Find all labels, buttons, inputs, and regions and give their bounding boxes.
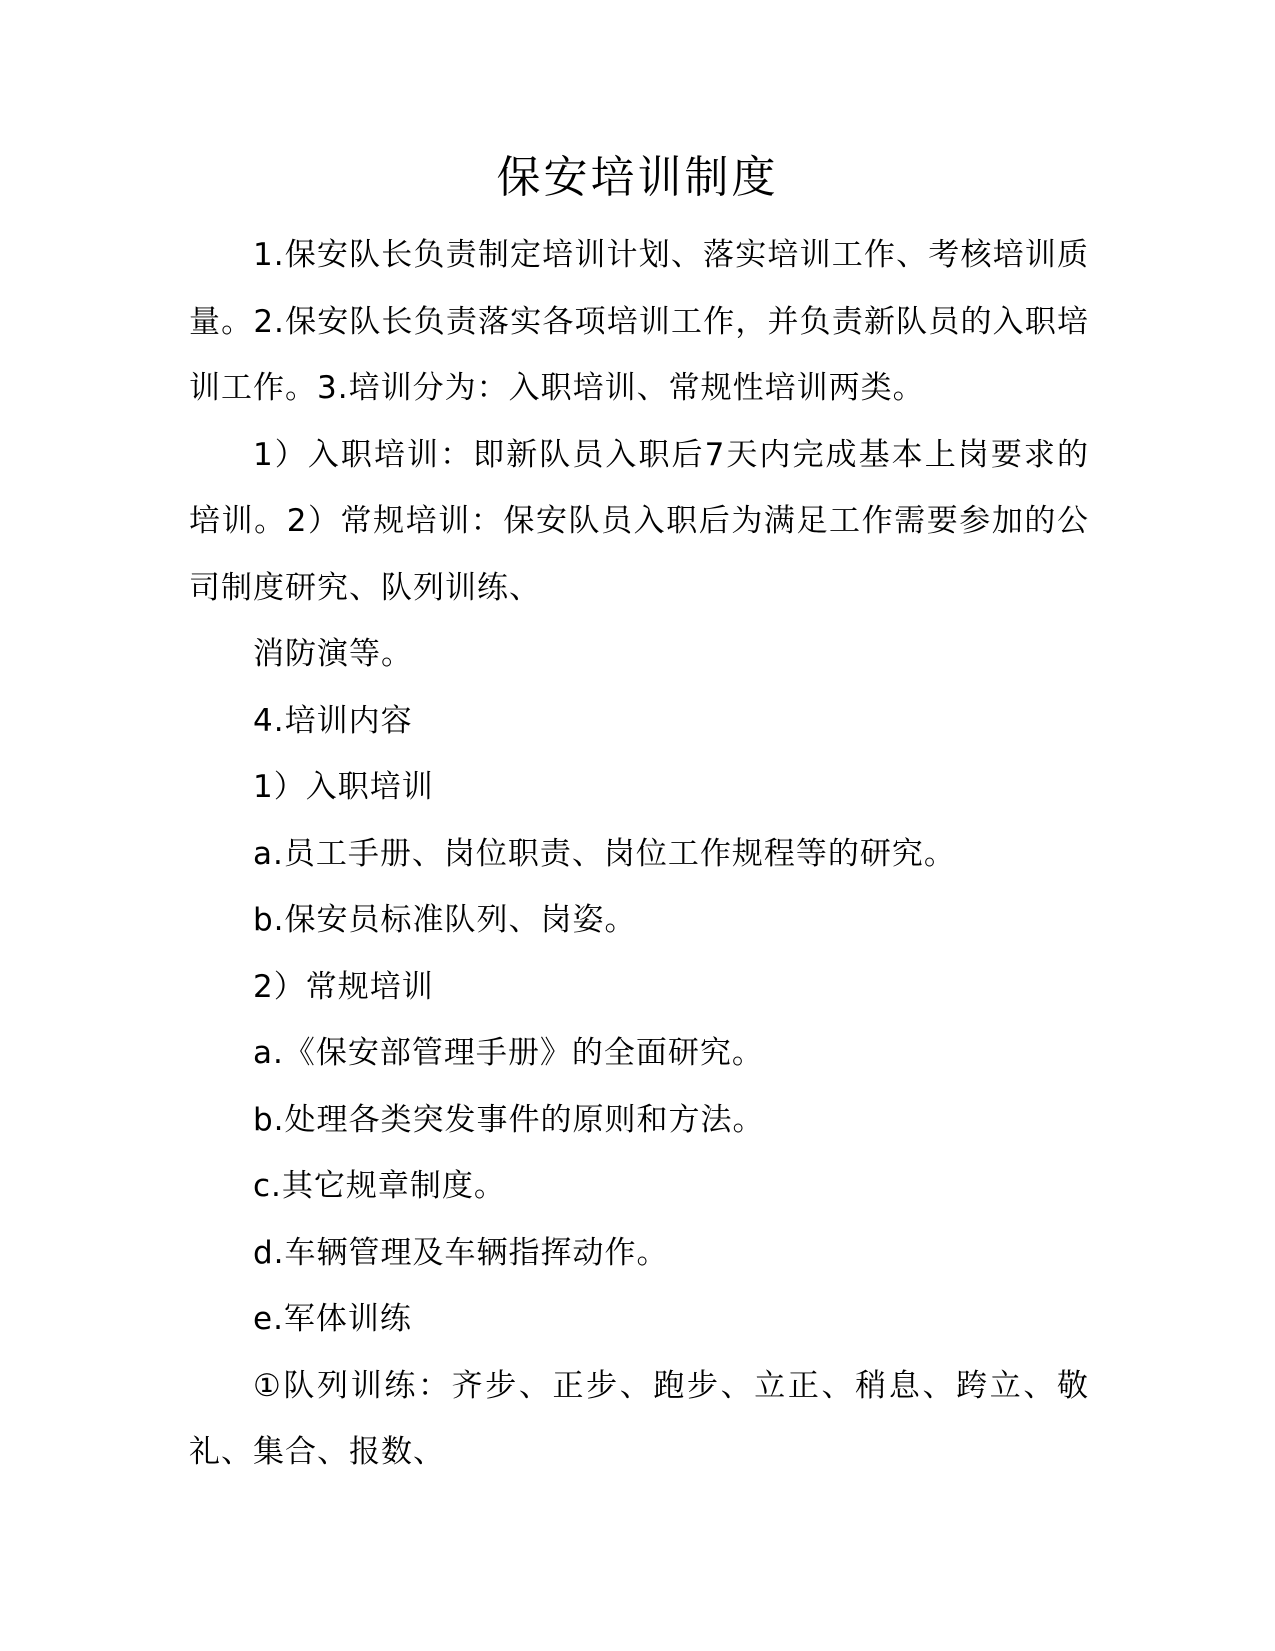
list-item-regular-d: d.车辆管理及车辆指挥动作。 [253, 1234, 669, 1271]
paragraph-fire-drill: 消防演等。 [253, 636, 413, 672]
paragraph-responsibilities: 1.保安队长负责制定培训计划、落实培训工作、考核培训质量。2.保安队长负责落实各项培训工作，并负责新队员的入职培训工作。3.培训分为：入职培训、常规性培训两类。 [189, 237, 1089, 406]
list-item-onboarding-a: a.员工手册、岗位职责、岗位工作规程等的研究。 [253, 835, 956, 872]
document-body [189, 222, 1089, 1486]
document-title: 保安培训制度 [496, 152, 779, 203]
paragraph-training-types: 1）入职培训：即新队员入职后7天内完成基本上岗要求的培训。2）常规培训：保安队员入职后为满足工作需要参加的公司制度研究、队列训练、 [189, 436, 1089, 606]
subheading-onboarding: 1）入职培训 [253, 769, 434, 805]
list-item-onboarding-b: b.保安员标准队列、岗姿。 [253, 902, 637, 938]
list-item-regular-b: b.处理各类突发事件的原则和方法。 [253, 1101, 765, 1138]
subheading-regular: 2）常规培训 [253, 968, 434, 1005]
list-item-regular-e: e.军体训练 [253, 1301, 412, 1337]
list-item-regular-a: a.《保安部管理手册》的全面研究。 [253, 1035, 764, 1071]
paragraph-drill-training: ①队列训练：齐步、正步、跑步、立正、稍息、跨立、敬礼、集合、报数、 [189, 1367, 1089, 1470]
list-item-regular-c: c.其它规章制度。 [253, 1168, 506, 1204]
heading-training-content: 4.培训内容 [253, 702, 413, 739]
